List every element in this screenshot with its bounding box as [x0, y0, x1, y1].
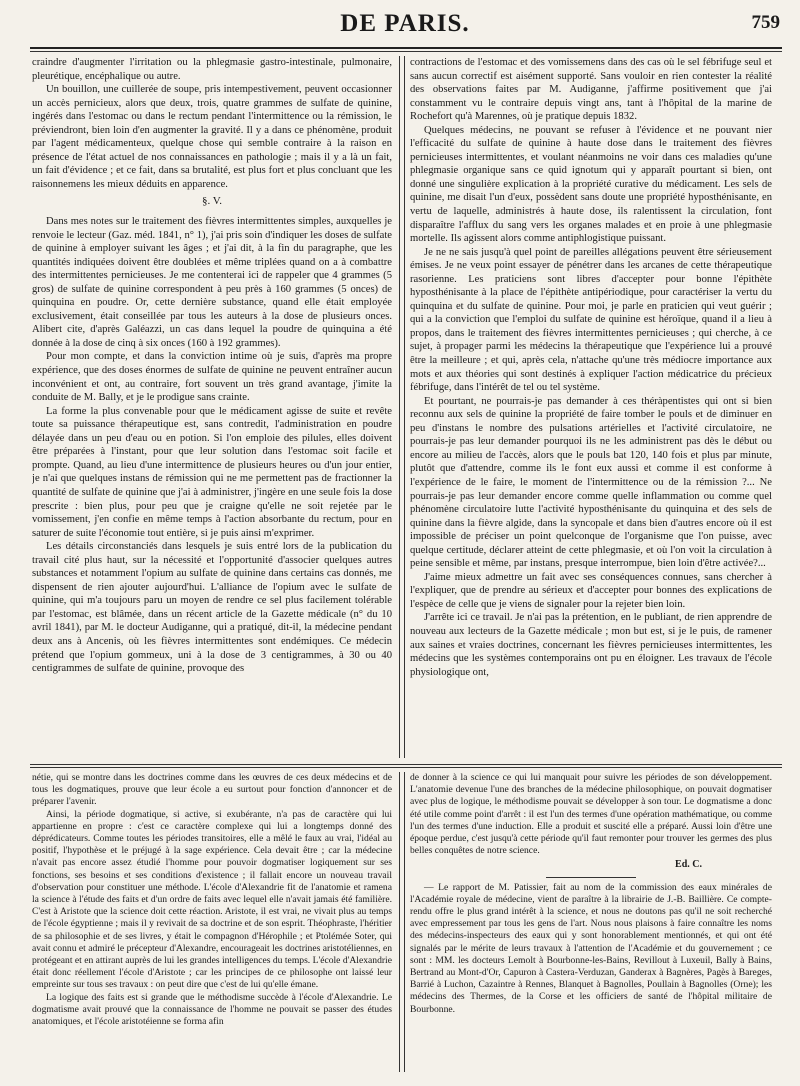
upper-left-column: [32, 56, 392, 758]
page-header: [30, 6, 780, 44]
upper-right-column: [410, 56, 772, 758]
lower-left-column: [32, 772, 392, 1072]
column-divider: [399, 56, 405, 758]
page-number: 759: [751, 12, 780, 33]
paragraph: Un bouillon, une cuillerée de soupe, pris intempestivement, peuvent occasionner un accès pernicieux, alors que deux, trois, quatre grammes de sulfate de quinine, ingérés dans l'estomac ou dans le rectum pendant l'intermittence ou la rémission, le préviendront, bien loin d'en augmenter la gravité. Il y a dans ce phénomène, produit par l'agent médicamenteux, quelque chose qui semble contraire à la raison en présence de l'état actuel de nos connaissances en pathologie ; mais il y a là un fait, un fait d'évidence ; et ce fait, dans sa brutalité, est plus fort et plus concluant que les raisonnemens les mieux déduits en apparence.: [32, 84, 392, 190]
column-divider-lower: [399, 772, 405, 1072]
paragraph: nétie, qui se montre dans les doctrines comme dans les œuvres de ces deux médecins et de tous les dogmatiques, prouve que leur école a eu surtout pour fonction d'annoncer et de préparer l'avenir.: [32, 772, 392, 808]
section-divider-rule-2: [30, 767, 782, 768]
paragraph: J'arrête ici ce travail. Je n'ai pas la prétention, en le publiant, de rien apprendre de nouveau aux lecteurs de la Gazette médicale ; mon but est, si je le puis, de ramener aux saines et vraies doctrines, concernant les fièvres pernicieuses intermittentes, les médecins que les systèmes contemporains ont pu en éloigner. Les travaux de l'école physiologique ont,: [410, 612, 772, 678]
paragraph: Quelques médecins, ne pouvant se refuser à l'évidence et ne pouvant nier l'efficacité du sulfate de quinine à haute dose dans le traitement des fièvres pernicieuses intermittentes, et voulant néanmoins ne voir dans ces maladies qu'une phlegmasie organique sans ce quid ignotum qui y apparaît pourtant si bien, ont donné une singulière explication à la propriété curative du médicament. Les sels de quinine, me disait l'un d'eux, possèdent sans doute une propriété hyposthénisante, en vertu de laquelle, administrés à haute dose, ils ralentissent la circulation, font disparaître l'afflux du sang vers les organes malades et en proie à une phlegmasie mortelle. Ils agissent alors comme antiphlogistique puissant.: [410, 124, 772, 245]
paragraph: La logique des faits est si grande que le méthodisme succède à l'école d'Alexandrie. Le dogmatisme avait prouvé que la connaissance de l'homme ne pouvait se passer des études anatomiques, et l'école aristotéienne se forma afin: [32, 991, 392, 1028]
header-rule-thick: [30, 47, 782, 49]
paragraph: La forme la plus convenable pour que le médicament agisse de suite et revête toute sa puissance thérapeutique est, sans contredit, l'administration en poudre délayée dans un peu d'eau ou en potion. Si l'on emploie des pilules, elles doivent être préparées à l'instant, pour que leur solution dans l'estomac soit facile et prompte. Quand, au lieu d'une intermittence de plusieurs heures ou d'un jour entier, je n'ai que quelques instans de rémission qui ne me permettent pas de fractionner la quantité de sulfate de quinine que j'ai à administrer, j'ingère en une seule fois la dose prescrite : bien plus, pour peu que je craigne qu'elle ne soit rejetée par le vomissement, j'en confie en même temps à l'action absorbante du rectum, pour en saturer de suite l'économie tout entière, si je puis ainsi m'exprimer.: [32, 405, 392, 539]
notice-paragraph: — Le rapport de M. Patissier, fait au nom de la commission des eaux minérales de l'Académie royale de médecine, vient de paraître à la librairie de J.-B. Baillière. Ce compte-rendu offre le plus grand intérêt à la science, et nous ne doutons pas qu'il ne soit recherché avec empressement par tous les gens de l'art. Nous nous plaisons à faire connaître les noms des médecins-inspecteurs des eaux qui y sont honorablement mentionnés, et qui ont été signalés par le mérite de leurs travaux à l'attention de l'Académie et du gouvernement ; ce sont : MM. les docteurs Lemolt à Bourbonne-les-Bains, Revillout à Luxeuil, Bally à Bains, Bertrand au Mont-d'Or, Capuron à Castera-Verduzan, Ganderax à Bagnères, Pagès à Bareges, Barrié à Luchon, Cazaintre à Rennes, Blanquet à Bagnolles, Poullain à Bagnolles (Orne); les médecins des Thermes, de la Corse et les officiers de santé de l'hôpital militaire de Bourbonne.: [410, 881, 772, 1015]
paragraph: Ainsi, la période dogmatique, si active, si exubérante, n'a pas de caractère qui lui appartienne en propre : c'est ce caractère complexe qui lui a longtemps donné des déprédicateurs. Comme toutes les périodes transitoires, elle a mêlé le faux au vrai, l'idéal au positif, l'hypothèse et le préjugé à la sage expérience. Cela devait être ; car la médecine n'avait pas encore assez étudié l'homme pour pouvoir dogmatiser logiquement sur ses fonctions, ses besoins et ses conditions d'existence ; il fallait encore un nouveau travail d'observation pour constituer une méthode. L'école d'Alexandrie fit de l'anatomie et ramena la science à l'étude des faits et d'un ordre de faits avec lequel elle n'avait jamais été familière. C'est à Aristote que la science doit cette réaction. Aristote, il est vrai, ne vivait plus au temps de l'école égyptienne ; mais il y revivait de sa doctrine et de son esprit. Théophraste, l'héritier de sa philosophie et de ses livres, y était le compagnon d'Hérophile ; et Ptolémée Soter, qui avait connu et admiré le précepteur d'Alexandre, encourageait les doctrines aristotéliennes, en protégeant et en attirant auprès de lui les grandes intelligences du temps. L'école d'Alexandrie était donc réellement l'école d'Aristote ; car les principes de ce philosophe ont laissé leur empreinte sur tous ses travaux : on peut dire que c'est de lui qu'elle émane.: [32, 808, 392, 991]
paragraph: Et pourtant, ne pourrais-je pas demander à ces théràpentistes qui ont si bien reconnu aux sels de quinine la propriété de faire tomber le pouls et de diminuer en peu d'instans le nombre des pulsations artérielles et l'activité circulatoire, ne pourrais-je pas leur demander pourquoi ils ne les administrent pas dès le début ou encore au milieu de l'accès, alors que le pouls bat 120, 140 fois et plus par minute, plutôt que d'attendre, comme ils le font eux aussi et comme il est conforme à l'expérience de le faire, le moment de l'intermittence ou de la rémission ?... Ne pourrais-je pas leur demander encore comme quelle inflammation ou comme quel phénomène circulatoire lutte l'activité hyposthénisante du quinquina et des sels de quinine dans la fièvre algide, dans la syncopale et dans bien d'autres encore où il est impossible de préciser un point quelconque de l'organisme que l'on puisse, avec quelque certitude, déclarer atteint de cette phlegmasie, et où l'on voit la circulation à peine sensible et même, par instans, presque interrompue, bien loin d'être activée?...: [410, 395, 772, 570]
paragraph: de donner à la science ce qui lui manquait pour suivre les périodes de son développement. L'anatomie devenue l'une des branches de la médecine philosophique, on pouvait dogmatiser avec plus de logique, le méthodisme pouvait se développer à son tour. Le dogmatisme a donc été utile comme point d'arrêt : il est l'un des termes d'une opération mathématique, ou comme l'un des termes d'une induction. Elle a produit et suscité elle a préparé. Aussi loin d'être une époque perdue, c'est jusqu'à cette période qu'il faut remonter pour trouver les germes des plus belles conquêtes de notre science.: [410, 772, 772, 857]
paragraph: contractions de l'estomac et des vomissemens dans des cas où le sel fébrifuge seul et sans aucun correctif est aisément supporté. Sans vouloir en rien contester la réalité des observations faites par M. Audiganne, j'affirme positivement que j'ai constamment vu le contraire depuis vingt ans, tant à l'hôpital de la marine de Rochefort qu'à Marennes, où je pratique depuis 1832.: [410, 57, 772, 123]
paragraph: craindre d'augmenter l'irritation ou la phlegmasie gastro-intestinale, pulmonaire, pleurétique, encéphalique ou autre.: [32, 57, 392, 82]
paragraph: J'aime mieux admettre un fait avec ses conséquences connues, sans chercher à l'expliquer, que de prendre au sérieux et d'accepter pour bonnes des explications de l'espèce de celle que je viens de signaler pour la rejeter bien loin.: [410, 571, 772, 610]
section-divider-rule: [30, 764, 782, 765]
paragraph: Pour mon compte, et dans la conviction intime où je suis, d'après ma propre expérience, que des doses énormes de sulfate de quinine ne peuvent entraîner aucun inconvénient et ont, au contraire, fort souvent un très grand avantage, j'imite la conduite de M. Bally, et je le prodigue sans crainte.: [32, 351, 392, 404]
paragraph: Dans mes notes sur le traitement des fièvres intermittentes simples, auxquelles je renvoie le lecteur (Gaz. méd. 1841, n° 1), j'ai pris soin d'indiquer les doses de sulfate de quinine à employer suivant les âges ; et j'ai dit, à la fin du paragraphe, que les quantités indiquées doivent être doublées et même triplées quand on a à combattre des intermittentes pernicieuses. Je me contenterai ici de rappeler que 4 grammes (5 gros) de sulfate de quinine correspondent à peu près à 160 grammes (5 onces) de quinquina en poudre. Or, cette dernière substance, quand elle était employée exclusivement, était conseillée par tous les auteurs à la dose de plusieurs onces. Alibert cite, d'après Galéazzi, un cas dans lequel la poudre de quinquina a été donnée à la dose de cinq à six onces (160 à 192 grammes).: [32, 216, 392, 349]
section-heading: §. V.: [201, 195, 223, 208]
header-rule-thin: [30, 51, 782, 52]
lower-right-column: [410, 772, 772, 1072]
short-divider: [546, 877, 636, 878]
running-title: DE PARIS.: [340, 10, 470, 37]
paragraph: Les détails circonstanciés dans lesquels je suis entré lors de la publication du travail cité plus haut, sur la nécessité et l'opportunité d'associer quelques autres substances et notamment l'opium au sulfate de quinine dans certains cas donnés, me dispensent de rien ajouter aujourd'hui. L'alliance de l'opium avec le sulfate de quinine, qui m'a toujours paru un moyen de rendre ce sel plus facilement tolérable par l'estomac, est blâmée, dans un récent article de la Gazette médicale (n° du 10 avril 1841), par M. le docteur Audiganne, qui a pratiqué, dit-il, la médecine pendant deux ans à Ancenis, où les fièvres intermittentes sont endémiques. Ce médecin prétend que l'opium gommeux, uni à la dose de 3 centigrammes, à 30 ou 40 centigrammes de sulfate de quinine, provoque des: [32, 541, 392, 675]
signature: Ed. C.: [675, 859, 702, 871]
paragraph: Je ne ne sais jusqu'à quel point de pareilles allégations peuvent être sérieusement émises. Je ne veux point essayer de pénétrer dans les arcanes de cette thérapeutique rasorienne. Les praticiens sont libres d'accepter pour bonne l'épithète hyposthénisante à la place de l'épithète antipériodique, pour caractériser la vertu du quinquina et du sulfate de quinine. Pour moi, je parle en praticien qui veut guérir ; qui a la conviction que l'emploi du sulfate de quinine est héroïque, quand il a lieu à propos, dans le traitement des fièvres intermittentes pernicieuses ; qui cherche, à ce sujet, à propager parmi les médecins la thérapeutique que l'expérience lui a prouvé être la meilleure ; et qui, après cela, n'attache qu'une très médiocre importance aux mots et aux théories qui sont destinés à expliquer l'action médicatrice du précieux fébrifuge, dans l'intérêt de tel ou tel système.: [410, 246, 772, 394]
